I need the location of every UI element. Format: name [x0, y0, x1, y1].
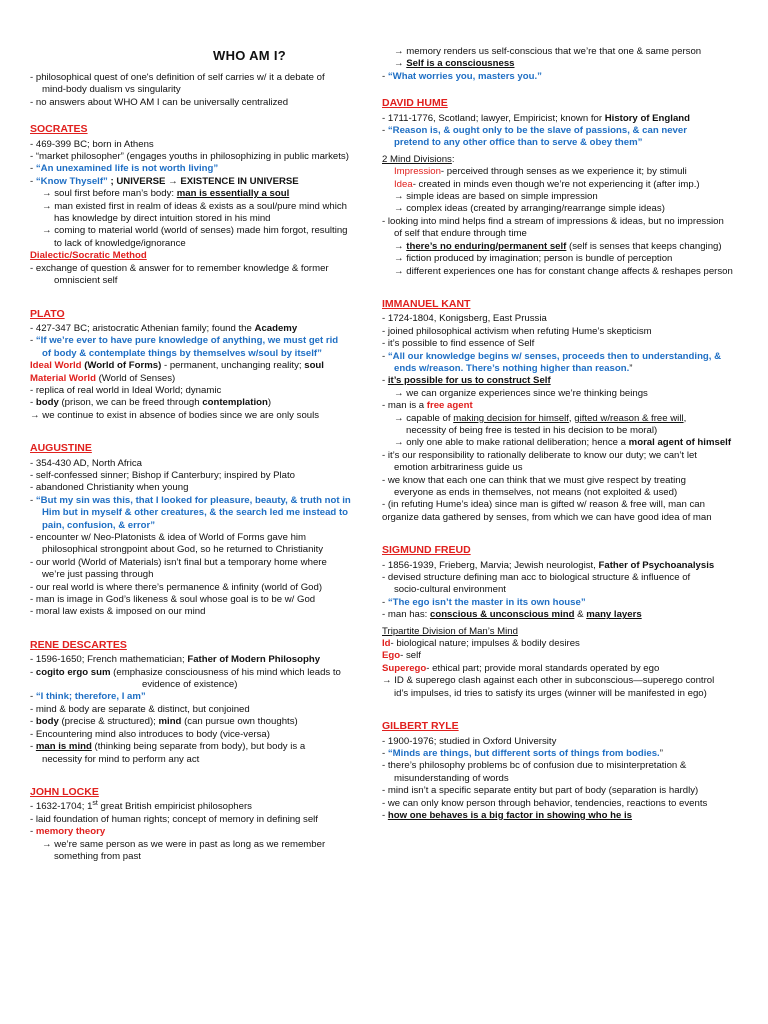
text-line: - 354-430 AD, North Africa	[30, 457, 142, 469]
text-line: - there’s philosophy problems bc of confusion due to misinterpretation &	[382, 760, 687, 772]
intro-line: - no answers about WHO AM I can be universally centralized	[30, 96, 289, 108]
text-line: → memory renders us self-conscious that we’re that one & same person	[394, 46, 702, 57]
text-line: → we’re same person as we were in past as long as we remember	[42, 838, 326, 850]
text-line: - man is image in God’s likeness & soul whose goal is to be w/ God	[30, 594, 316, 606]
subheading-divisions: 2 Mind Divisions:	[382, 153, 455, 165]
text-line: emotion arbitrariness guide us	[394, 462, 523, 474]
subheading-method: Dialectic/Socratic Method	[30, 250, 147, 262]
left-column	[30, 46, 372, 863]
text-line: Impression- perceived through senses as we experience it; by stimuli	[394, 166, 687, 178]
text-line: → Self is a consciousness	[394, 58, 515, 70]
quote-line: of body & contemplate things by themselves w/soul by itself”	[42, 347, 322, 359]
section-heading-plato: PLATO	[30, 307, 65, 320]
section-heading-socrates: SOCRATES	[30, 123, 88, 136]
text-line: - (in refuting Hume’s idea) since man is gifted w/ reason & free will, man can	[382, 499, 705, 511]
text-line: → different experiences one has for constant change affects & reshapes person	[394, 265, 733, 277]
text-line: - 1596-1650; French mathematician; Father of Modern Philosophy	[30, 654, 321, 666]
text-line: - 1724-1804, Konigsberg, East Prussia	[382, 313, 547, 325]
text-line: - 427-347 BC; aristocratic Athenian family; found the Academy	[30, 322, 298, 334]
text-line: - body (precise & structured); mind (can pursue own thoughts)	[30, 716, 298, 728]
text-line: misunderstanding of words	[394, 772, 509, 784]
text-line: → simple ideas are based on simple impression	[394, 191, 598, 203]
text-line: - cogito ergo sum (emphasize consciousness of his mind which leads to	[30, 666, 341, 678]
text-line: - it’s our responsibility to rationally deliberate to know our duty; we can’t let	[382, 449, 697, 461]
quote-line: - “Know Thyself” ; UNIVERSE → EXISTENCE IN UNIVERSE	[30, 175, 299, 187]
text-line: - 1900-1976; studied in Oxford University	[382, 735, 557, 747]
text-line: - it’s possible to find essence of Self	[382, 338, 535, 350]
text-line: omniscient self	[54, 275, 118, 287]
text-line: - man has: conscious & unconscious mind & many layers	[382, 609, 642, 621]
quote-line: ends w/reason. There’s nothing higher than reason.”	[394, 362, 633, 374]
quote-line: pain, confusion, & error”	[42, 519, 156, 531]
text-line: → soul first before man’s body: man is essentially a soul	[42, 188, 290, 200]
text-line: → complex ideas (created by arranging/rearrange simple ideas)	[394, 203, 665, 215]
text-line: - replica of real world in Ideal World; dynamic	[30, 384, 222, 396]
text-line: Id- biological nature; impulses & bodily desires	[382, 638, 580, 650]
text-line: Ideal World (World of Forms) - permanent, unchanging reality; soul	[30, 360, 324, 372]
text-line: - man is mind (thinking being separate from body), but body is a	[30, 741, 306, 753]
text-line: → we continue to exist in absence of bodies since we are only souls	[30, 409, 320, 421]
text-line: organize data gathered by senses, from which we can have good idea of man	[382, 511, 712, 523]
text-line: something from past	[54, 850, 141, 862]
intro-line: mind-body dualism vs singularity	[42, 84, 181, 96]
text-line: → fiction produced by imagination; person is bundle of perception	[394, 253, 673, 265]
text-line: Ego- self	[382, 650, 421, 662]
text-line: - our real world is where there’s permanence & infinity (world of God)	[30, 581, 323, 593]
text-line: - laid foundation of human rights; concept of memory in defining self	[30, 813, 318, 825]
text-line: socio-cultural environment	[394, 584, 506, 596]
text-line: everyone as ends in themselves, not means (not exploited & used)	[394, 487, 678, 498]
text-line: - self-confessed sinner; Bishop if Canterbury; inspired by Plato	[30, 469, 296, 481]
section-heading-locke: JOHN LOCKE	[30, 785, 99, 798]
text-line: → man existed first in realm of ideas & exists as a soul/pure mind which	[42, 200, 347, 212]
text-line: - how one behaves is a big factor in showing who he is	[382, 809, 633, 821]
text-line: necessity for mind to perform any act	[42, 753, 200, 765]
text-line: - it’s possible for us to construct Self	[382, 375, 551, 387]
text-line: of self that endure through time	[394, 228, 527, 240]
text-line: - 469-399 BC; born in Athens	[30, 138, 154, 150]
text-line: - mind & body are separate & distinct, but conjoined	[30, 703, 250, 715]
text-line: - our world (World of Materials) isn’t final but a temporary home where	[30, 556, 327, 568]
quote-line: - “What worries you, masters you.”	[382, 70, 542, 82]
text-line: - devised structure defining man acc to biological structure & influence of	[382, 572, 691, 584]
subheading-tripartite: Tripartite Division of Man’s Mind	[382, 625, 518, 637]
quote-line: - “Minds are things, but different sorts of things from bodies.”	[382, 747, 663, 759]
text-line: - exchange of question & answer for to remember knowledge & former	[30, 262, 329, 274]
quote-line: - “All our knowledge begins w/ senses, proceeds then to understanding, &	[382, 350, 722, 362]
text-line: → there’s no enduring/permanent self (self is senses that keeps changing)	[394, 240, 722, 252]
quote-line: - “I think; therefore, I am”	[30, 691, 146, 703]
text-line: - body (prison, we can be freed through contemplation)	[30, 397, 272, 409]
text-line: - man is a free agent	[382, 400, 473, 412]
text-line: → capable of making decision for himself, gifted w/reason & free will,	[394, 412, 687, 424]
quote-line: - “But my sin was this, that I looked for pleasure, beauty, & truth not in	[30, 494, 351, 506]
right-column	[382, 46, 754, 822]
text-line: - Encountering mind also introduces to body (vice-versa)	[30, 728, 270, 740]
section-heading-freud: SIGMUND FREUD	[382, 544, 471, 557]
text-line: → only one able to make rational deliberation; hence a moral agent of himself	[394, 437, 732, 449]
text-line: - 1711-1776, Scotland; lawyer, Empiricist; known for History of England	[382, 112, 690, 124]
quote-line: Him but in myself & other creatures, & the search led me instead to	[42, 507, 349, 519]
text-line: necessity of being free is tested in his decision to be moral)	[406, 424, 658, 436]
text-line: id’s impulses, id tries to satisfy its urges (winner will be manifested in ego)	[394, 687, 707, 699]
text-line: - encounter w/ Neo-Platonists & idea of World of Forms gave him	[30, 532, 307, 543]
section-heading-kant: IMMANUEL KANT	[382, 297, 471, 310]
text-line: - moral law exists & imposed on our mind	[30, 606, 206, 618]
text-line: Material World (World of Senses)	[30, 372, 176, 384]
text-line: - memory theory	[30, 826, 106, 838]
quote-line: - “An unexamined life is not worth living”	[30, 163, 219, 175]
quote-line: - “The ego isn’t the master in its own house”	[382, 596, 586, 608]
page-title: WHO AM I?	[213, 48, 286, 63]
text-line: Idea- created in minds even though we’re not experiencing it (after imp.)	[394, 178, 700, 190]
text-line: → we can organize experiences since we’re thinking beings	[394, 387, 648, 399]
text-line: - abandoned Christianity when young	[30, 482, 189, 494]
quote-line: pretend to any other office than to serve & obey them”	[394, 137, 643, 149]
text-line: - 1632-1704; 1st great British empiricist philosophers	[30, 800, 252, 813]
intro-line: - philosophical quest of one's definition of self carries w/ it a debate of	[30, 72, 325, 83]
section-heading-ryle: GILBERT RYLE	[382, 720, 459, 733]
text-line: has knowledge by direct intuition stored in his mind	[54, 213, 271, 225]
text-line: → ID & superego clash against each other in subconscious—superego control	[382, 675, 715, 687]
section-heading-augustine: AUGUSTINE	[30, 442, 92, 455]
text-line: philosophical strongpoint about God, so he returned to Christianity	[42, 544, 324, 556]
text-line: to lack of knowledge/ignorance	[54, 237, 186, 249]
text-line: Superego- ethical part; provide moral standards operated by ego	[382, 662, 660, 674]
section-heading-descartes: RENE DESCARTES	[30, 638, 127, 651]
text-line: - “market philosopher” (engages youths in philosophizing in public markets)	[30, 151, 349, 163]
text-line: - 1856-1939, Frieberg, Marvia; Jewish neurologist, Father of Psychoanalysis	[382, 559, 715, 571]
text-line: - we know that each one can think that we must give respect by treating	[382, 474, 686, 486]
text-line: - joined philosophical activism when refuting Hume’s skepticism	[382, 325, 652, 337]
text-line: evidence of existence)	[142, 679, 238, 691]
quote-line: - “If we’re ever to have pure knowledge of anything, we must get rid	[30, 335, 339, 347]
quote-line: - “Reason is, & ought only to be the slave of passions, & can never	[382, 125, 687, 137]
text-line: we’re just passing through	[42, 569, 154, 581]
text-line: - looking into mind helps find a stream of impressions & ideas, but no impression	[382, 215, 724, 227]
section-heading-hume: DAVID HUME	[382, 97, 448, 110]
text-line: - mind isn’t a specific separate entity but part of body (separation is hardly)	[382, 785, 699, 797]
text-line: → coming to material world (world of senses) made him forgot, resulting	[42, 225, 348, 237]
text-line: - we can only know person through behavior, tendencies, reactions to events	[382, 797, 708, 809]
